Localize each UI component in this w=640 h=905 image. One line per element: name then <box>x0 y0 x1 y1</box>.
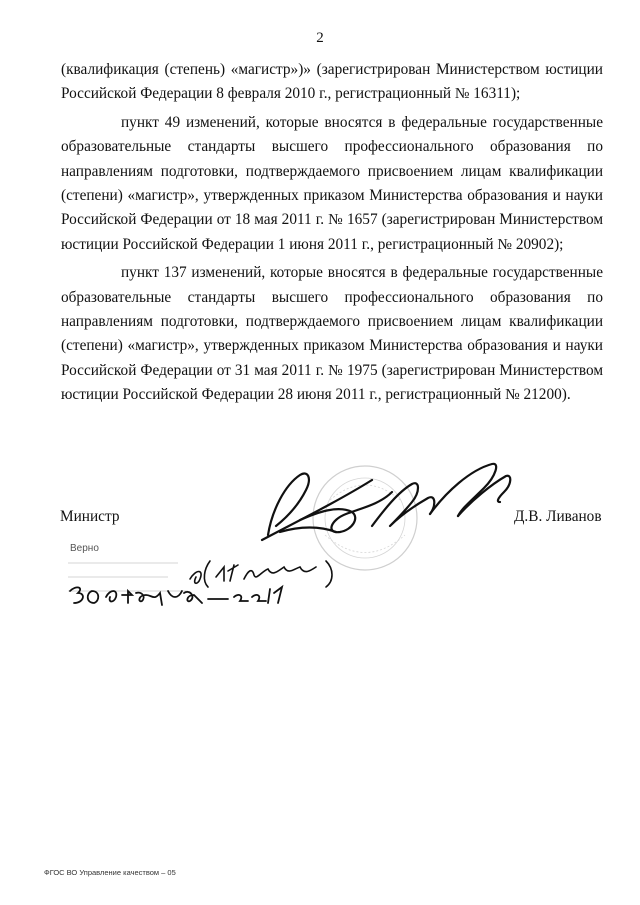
signatory-position: Министр <box>60 508 120 525</box>
handwritten-date <box>70 587 282 605</box>
paragraph-continuation: (квалификация (степень) «магистр»)» (зарегистрирован Министерством юстиции Российской Федерации 8 февраля 2010 г., регистрационный № 16311); <box>61 61 603 103</box>
paragraph-item-49: пункт 49 изменений, которые вносятся в федеральные государственные образовательные стандарты высшего профессионального образования по направлениям подготовки, подтверждаемого присвоением лицам квалификации (степени) «магистр», утвержденных приказом Министерства образования и науки Российской Федерации от 18 мая 2011 г. № 1657 (зарегистрирован Министерством юстиции Российской Федерации 1 июня 2011 г., регистрационный № 20902); <box>61 113 603 253</box>
document-body <box>61 58 603 408</box>
handwritten-name <box>190 561 332 587</box>
handwritten-signature <box>262 464 510 540</box>
document-footer: ФГОС ВО Управление качеством – 05 <box>44 868 176 877</box>
stamp-title: Верно <box>70 543 99 554</box>
signatory-name: Д.В. Ливанов <box>514 508 602 525</box>
stamp-handwriting <box>58 541 358 621</box>
page-number: 2 <box>316 30 324 46</box>
paragraph-item-137: пункт 137 изменений, которые вносятся в федеральные государственные образовательные стандарты высшего профессионального образования по направлениям подготовки, подтверждаемого присвоением лицам квалификации (степени) «магистр», утвержденных приказом Министерства образования и науки Российской Федерации от 31 мая 2011 г. № 1975 (зарегистрирован Министерством юстиции Российской Федерации 28 июня 2011 г., регистрационный № 21200). <box>61 264 603 404</box>
certification-stamp <box>58 541 358 621</box>
